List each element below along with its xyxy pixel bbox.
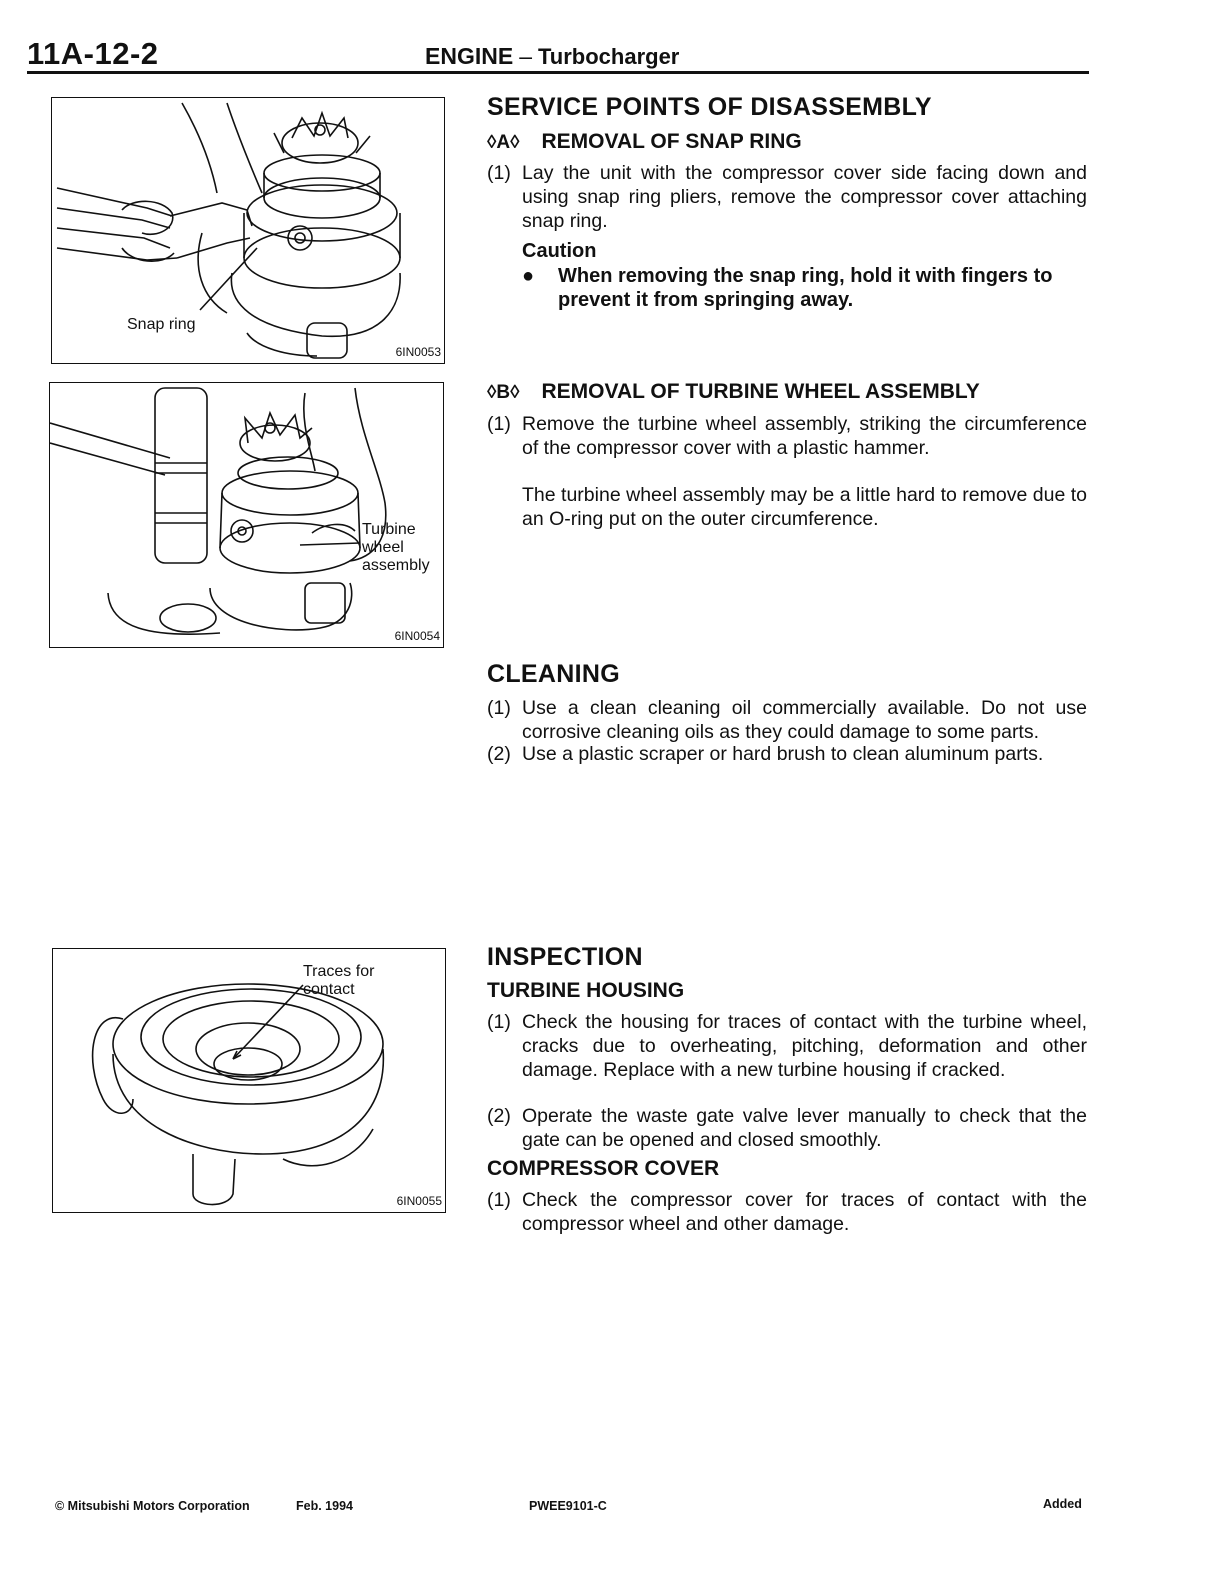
step-number: (1) bbox=[487, 697, 511, 719]
heading-disassembly: SERVICE POINTS OF DISASSEMBLY bbox=[487, 93, 932, 121]
step-number: (1) bbox=[487, 413, 511, 435]
turbine-wheel-note: The turbine wheel assembly may be a little hard to remove due to an O-ring put on the outer circumference. bbox=[522, 484, 1087, 530]
bullet-icon: ● bbox=[522, 265, 535, 287]
label-turbine-wheel bbox=[362, 521, 430, 575]
label-line-traces: Traces for bbox=[303, 963, 375, 980]
step-compressor-1 bbox=[487, 1188, 1087, 1236]
step-snap-ring-1 bbox=[487, 161, 1087, 233]
step-number: (2) bbox=[487, 743, 511, 765]
footer-doc-code: PWEE9101-C bbox=[529, 1499, 607, 1513]
step-text: Check the housing for traces of contact with the turbine wheel, cracks due to overheating, pitching, deformation and other damage. Replace with a new turbine housing if cracked. bbox=[522, 1011, 1087, 1081]
page-number: 11A-12-2 bbox=[27, 36, 159, 71]
footer-status: Added bbox=[1043, 1497, 1082, 1511]
turbine-housing-illustration bbox=[53, 949, 445, 1212]
header-rule bbox=[27, 71, 1089, 74]
section-title-main: ENGINE bbox=[425, 43, 514, 69]
step-text: Check the compressor cover for traces of contact with the compressor wheel and other damage. bbox=[522, 1189, 1087, 1235]
label-line-turbine: Turbine bbox=[362, 521, 416, 538]
step-number: (1) bbox=[487, 1011, 511, 1033]
step-number: (2) bbox=[487, 1105, 511, 1127]
step-text: Use a clean cleaning oil commercially available. Do not use corrosive cleaning oils as they could damage to some parts. bbox=[522, 697, 1087, 743]
turbine-wheel-illustration bbox=[50, 383, 443, 647]
heading-cleaning: CLEANING bbox=[487, 660, 620, 688]
label-line-assembly: assembly bbox=[362, 557, 430, 574]
label-traces-for-contact bbox=[303, 963, 374, 999]
step-housing-1 bbox=[487, 1010, 1087, 1106]
subheading-snap-ring bbox=[487, 130, 802, 154]
step-cleaning-1 bbox=[487, 696, 1087, 744]
subheading-turbine-housing: TURBINE HOUSING bbox=[487, 979, 685, 1002]
figure-snap-ring bbox=[51, 97, 445, 364]
label-line-wheel: wheel bbox=[362, 539, 404, 556]
snap-ring-title: REMOVAL OF SNAP RING bbox=[541, 130, 802, 153]
label-line-contact: contact bbox=[303, 981, 355, 998]
figure-code: 6IN0054 bbox=[394, 629, 440, 643]
footer-date: Feb. 1994 bbox=[296, 1499, 353, 1513]
footer-copyright: © Mitsubishi Motors Corporation bbox=[55, 1499, 250, 1513]
section-subtitle: Turbocharger bbox=[537, 44, 680, 69]
marker-a: ◊A◊ bbox=[487, 132, 520, 153]
subheading-compressor-cover: COMPRESSOR COVER bbox=[487, 1157, 720, 1180]
step-cleaning-2 bbox=[487, 742, 1087, 766]
step-text: Lay the unit with the compressor cover side facing down and using snap ring pliers, remove the compressor cover attaching snap ring. bbox=[522, 162, 1087, 232]
caution-text: When removing the snap ring, hold it with fingers to prevent it from springing away. bbox=[558, 265, 1053, 311]
title-dash: – bbox=[519, 43, 532, 69]
subheading-turbine-wheel bbox=[487, 380, 980, 404]
turbine-wheel-title: REMOVAL OF TURBINE WHEEL ASSEMBLY bbox=[541, 380, 980, 403]
step-number: (1) bbox=[487, 162, 511, 184]
figure-code: 6IN0055 bbox=[396, 1194, 442, 1208]
step-turbine-wheel-1 bbox=[487, 412, 1087, 484]
step-housing-2 bbox=[487, 1104, 1087, 1152]
section-title bbox=[425, 43, 679, 70]
label-snap-ring: Snap ring bbox=[127, 316, 196, 333]
step-text: Use a plastic scraper or hard brush to clean aluminum parts. bbox=[522, 743, 1044, 765]
step-text: Operate the waste gate valve lever manually to check that the gate can be opened and closed smoothly. bbox=[522, 1105, 1087, 1151]
step-number: (1) bbox=[487, 1189, 511, 1211]
step-text: Remove the turbine wheel assembly, striking the circumference of the compressor cover with a plastic hammer. bbox=[522, 413, 1087, 459]
marker-b: ◊B◊ bbox=[487, 382, 520, 403]
caution-label: Caution bbox=[522, 240, 597, 262]
figure-code: 6IN0053 bbox=[395, 345, 441, 359]
figure-turbine-wheel bbox=[49, 382, 444, 648]
figure-turbine-housing bbox=[52, 948, 446, 1213]
snap-ring-illustration bbox=[52, 98, 444, 363]
heading-inspection: INSPECTION bbox=[487, 943, 643, 971]
